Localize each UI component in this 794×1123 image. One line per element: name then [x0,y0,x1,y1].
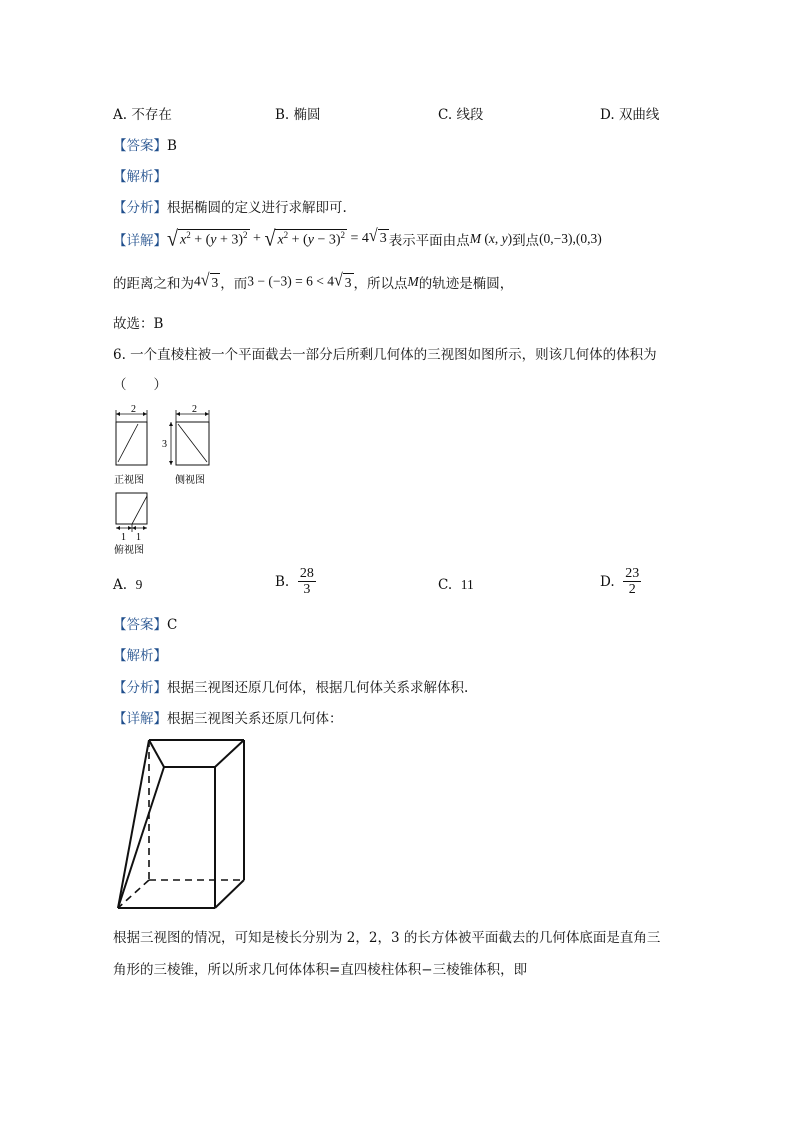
front-view [116,410,147,465]
q6-analysis: 【分析】根据三视图还原几何体，根据几何体关系求解体积. [113,680,469,696]
q5-jiexi-tag: 【解析】 [113,169,167,185]
q6-paren: （ ） [113,377,167,393]
side-view-label: 侧视图 [175,475,205,486]
top-view [116,493,147,532]
dim-front-width: 2 [131,404,136,415]
q6-para2: 角形的三棱锥，所以所求几何体体积=直四棱柱体积−三棱锥体积，即 [113,962,528,978]
q6-detail: 【详解】根据三视图关系还原几何体： [113,711,343,727]
q5-detail-line2: 的距离之和为 4 √ 3 ，而 3 − (−3) = 6 < 4 √ 3 ，所以点 M 的轨迹是椭圆， [113,270,514,292]
q6-answer: 【答案】C [113,617,178,633]
top-view-label: 俯视图 [114,545,144,556]
q5-conclusion: 故选：B [113,316,164,332]
dim-top-right: 1 [136,532,141,543]
q5-formula: √ $x^2 + (y + 3)^2$ + √ $x^2 + (y - 3)^2$ = 4 √ 3 [167,226,387,251]
solid-figure [108,735,253,915]
q5-option-c: C. 线段 [438,107,484,123]
dim-side-height: 3 [162,439,167,450]
q5-option-b: B. 椭圆 [275,107,321,123]
front-view-label: 正视图 [114,475,144,486]
q5-option-a: A. 不存在 [113,107,172,123]
dim-side-width: 2 [192,404,197,415]
side-view [169,410,209,465]
q5-detail: 【详解】 √ $x^2 + (y + 3)^2$ + √ $x^2 + (y - 3)^2$ = 4 √ 3 表示平面由点 M (x, y) 到点 (0,−3),(0,3) [113,226,602,251]
three-view-diagram [108,402,228,562]
dim-top-left: 1 [121,532,126,543]
q6-option-c: C. 11 [438,577,474,593]
q5-answer: 【答案】B [113,138,177,154]
q6-option-b: B. $\frac{28}{3}$ [275,566,314,598]
q5-analysis: 【分析】根据椭圆的定义进行求解即可. [113,200,347,216]
q6-para1: 根据三视图的情况，可知是棱长分别为 2，2，3 的长方体被平面截去的几何体底面是直角三 [113,930,661,946]
q6-option-d: D. $\frac{23}{2}$ [600,566,640,598]
q5-option-d: D. 双曲线 [600,107,660,123]
q6-stem: 6. 一个直棱柱被一个平面截去一部分后所剩几何体的三视图如图所示，则该几何体的体积为 [113,347,657,363]
q6-jiexi-tag: 【解析】 [113,648,167,664]
q6-option-a: A. 9 [113,577,143,593]
